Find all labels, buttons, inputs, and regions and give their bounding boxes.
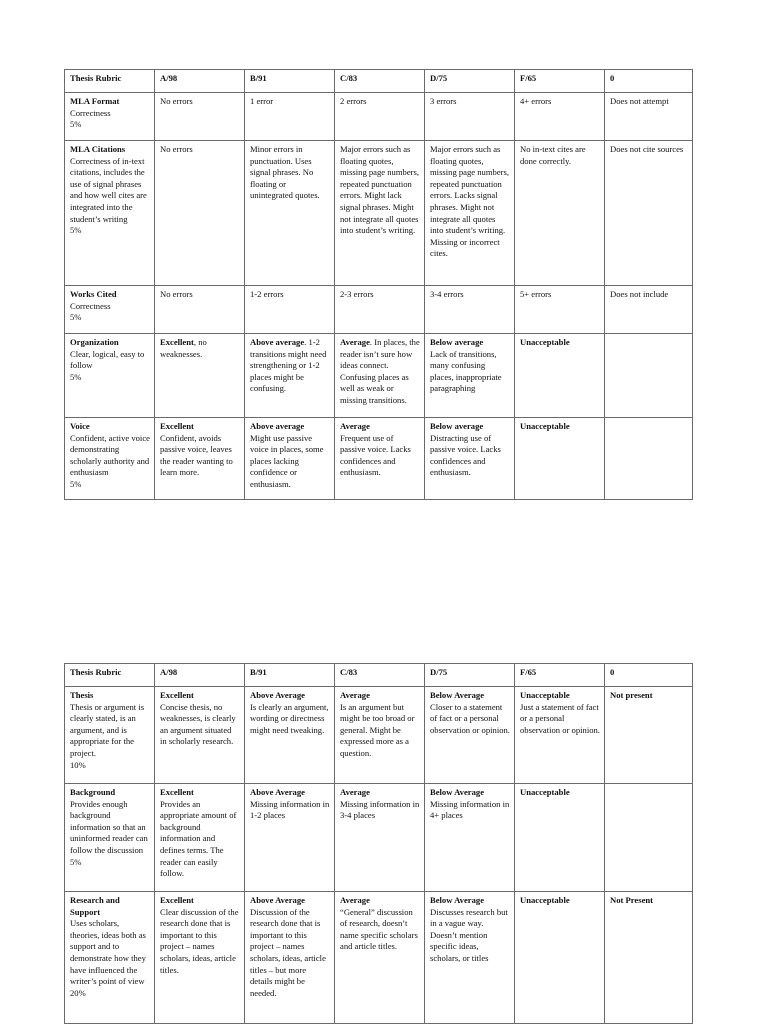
header-cell: Thesis Rubric: [65, 70, 155, 93]
grade-cell: 1 error: [245, 93, 335, 141]
table-row: [65, 286, 693, 334]
grade-cell: [515, 892, 605, 1024]
criterion-cell: [65, 892, 155, 1024]
criterion-weight: 5%: [70, 119, 82, 130]
grade-cell: Does not attempt: [605, 93, 693, 141]
grade-cell: [335, 687, 425, 784]
level-text: “General” discussion of research, doesn’t name specific scholars and article titles.: [340, 906, 418, 952]
criterion-weight: 5%: [70, 225, 82, 236]
header-cell: C/83: [335, 664, 425, 687]
criterion-title: Research and Support: [70, 895, 120, 917]
criterion-cell: [65, 687, 155, 784]
grade-cell: [515, 784, 605, 892]
criterion-title: MLA Format: [70, 96, 120, 106]
criterion-title: Voice: [70, 421, 90, 431]
criterion-desc: Correctness of in-text citations, includes the use of signal phrases and how well cites are integrated into the student’s writing: [70, 155, 147, 224]
grade-cell: [335, 892, 425, 1024]
grade-cell: [335, 334, 425, 418]
table-row: [65, 892, 693, 1024]
grade-cell: Major errors such as floating quotes, missing page numbers, repeated punctuation errors. Lacks signal phrases. Might not integrate all quotes into student’s writing. Missing or incorrect cites.: [425, 141, 515, 286]
grade-cell: [425, 892, 515, 1024]
level-label: Excellent: [160, 421, 194, 431]
level-text: Lack of transitions, many confusing places, inappropriate paragraphing: [430, 348, 502, 394]
criterion-cell: [65, 286, 155, 334]
criterion-cell: [65, 334, 155, 418]
header-cell: D/75: [425, 664, 515, 687]
level-label: Not Present: [610, 895, 654, 905]
criterion-title: Works Cited: [70, 289, 117, 299]
grade-cell: [335, 784, 425, 892]
level-label: Above Average: [250, 690, 305, 700]
level-text: Closer to a statement of fact or a personal observation or opinion.: [430, 701, 510, 735]
level-text: Is an argument but might be too broad or general. Might be expressed more as a question.: [340, 701, 415, 758]
criterion-title: Organization: [70, 337, 119, 347]
criterion-weight: 5%: [70, 371, 82, 382]
level-label: Excellent: [160, 895, 194, 905]
criterion-title: MLA Citations: [70, 144, 126, 154]
criterion-cell: [65, 418, 155, 500]
header-cell: A/98: [155, 70, 245, 93]
level-label: Excellent: [160, 337, 194, 347]
criterion-desc: Confident, active voice demonstrating scholarly authority and enthusiasm: [70, 432, 150, 478]
level-text: Clear discussion of the research done that is important to this project – names scholars, ideas, article titles.: [160, 906, 239, 975]
level-label: Below Average: [430, 690, 485, 700]
level-label: Below average: [430, 421, 484, 431]
criterion-desc: Thesis or argument is clearly stated, is an argument, and is appropriate for the project.: [70, 701, 145, 758]
grade-cell: No errors: [155, 93, 245, 141]
grade-cell: [425, 334, 515, 418]
grade-cell: No errors: [155, 141, 245, 286]
criterion-cell: [65, 93, 155, 141]
grade-cell: [155, 334, 245, 418]
criterion-weight: 10%: [70, 759, 86, 770]
grade-cell: [605, 418, 693, 500]
level-text: Distracting use of passive voice. Lacks confidences and enthusiasm.: [430, 432, 501, 478]
level-label: Average: [340, 421, 370, 431]
grade-cell: [425, 418, 515, 500]
level-label: Unacceptable: [520, 787, 570, 797]
grade-cell: [245, 784, 335, 892]
header-cell: B/91: [245, 70, 335, 93]
grade-cell: 5+ errors: [515, 286, 605, 334]
level-text: Discussion of the research done that is important to this project – names scholars, ideas, article titles – but more details might be needed.: [250, 906, 326, 998]
rubric-table-2: [64, 663, 693, 1024]
grade-cell: [155, 418, 245, 500]
level-label: Below Average: [430, 895, 485, 905]
grade-cell: No errors: [155, 286, 245, 334]
header-cell: D/75: [425, 70, 515, 93]
grade-cell: 2 errors: [335, 93, 425, 141]
header-cell: F/65: [515, 70, 605, 93]
header-cell: Thesis Rubric: [65, 664, 155, 687]
criterion-desc: Clear, logical, easy to follow: [70, 348, 145, 371]
level-label: Excellent: [160, 787, 194, 797]
level-text: Just a statement of fact or a personal observation or opinion.: [520, 701, 600, 735]
level-text: , no weaknesses.: [160, 337, 207, 359]
criterion-desc: Provides enough background information so that an uninformed reader can follow the discussion: [70, 798, 148, 855]
criterion-weight: 5%: [70, 856, 82, 867]
header-cell: C/83: [335, 70, 425, 93]
header-cell: 0: [605, 70, 693, 93]
level-text: Concise thesis, no weaknesses, is clearly an argument situated in scholarly research.: [160, 701, 236, 747]
level-label: Unacceptable: [520, 690, 570, 700]
grade-cell: [515, 334, 605, 418]
grade-cell: [605, 334, 693, 418]
grade-cell: Major errors such as floating quotes, missing page numbers, repeated punctuation errors. Might lack signal phrases. Might not integrate all quotes into student’s writing.: [335, 141, 425, 286]
table-header-row: [65, 664, 693, 687]
level-label: Above average: [250, 337, 305, 347]
table-row: [65, 418, 693, 500]
level-label: Unacceptable: [520, 895, 570, 905]
grade-cell: 1-2 errors: [245, 286, 335, 334]
grade-cell: [155, 687, 245, 784]
level-label: Average: [340, 895, 370, 905]
level-text: Missing information in 4+ places: [430, 798, 510, 821]
level-text: . In places, the reader isn’t sure how ideas connect. Confusing places as well as weak or missing transitions.: [340, 337, 420, 405]
level-label: Not present: [610, 690, 653, 700]
criterion-weight: 20%: [70, 987, 86, 998]
level-text: Missing information in 1-2 places: [250, 798, 330, 821]
grade-cell: [155, 892, 245, 1024]
level-label: Above Average: [250, 895, 305, 905]
grade-cell: [605, 784, 693, 892]
table-row: [65, 687, 693, 784]
criterion-title: Background: [70, 787, 116, 797]
grade-cell: [425, 784, 515, 892]
grade-cell: [245, 334, 335, 418]
grade-cell: [515, 687, 605, 784]
grade-cell: [605, 687, 693, 784]
level-text: Discusses research but in a vague way. Doesn’t mention specific ideas, scholars, or titles: [430, 906, 508, 963]
level-label: Excellent: [160, 690, 194, 700]
criterion-desc: Uses scholars, theories, ideas both as support and to demonstrate how they have influenced the writer’s point of view: [70, 918, 146, 987]
grade-cell: [425, 687, 515, 784]
criterion-cell: [65, 784, 155, 892]
grade-cell: 4+ errors: [515, 93, 605, 141]
grade-cell: [335, 418, 425, 500]
grade-cell: [245, 418, 335, 500]
level-label: Above average: [250, 421, 305, 431]
grade-cell: [515, 418, 605, 500]
grade-cell: [245, 687, 335, 784]
table-row: [65, 141, 693, 286]
level-label: Average: [340, 337, 370, 347]
criterion-weight: 5%: [70, 478, 82, 489]
grade-cell: 3 errors: [425, 93, 515, 141]
table-row: [65, 93, 693, 141]
level-text: Frequent use of passive voice. Lacks confidences and enthusiasm.: [340, 432, 411, 478]
table-row: [65, 334, 693, 418]
grade-cell: Does not include: [605, 286, 693, 334]
level-text: Missing information in 3-4 places: [340, 798, 420, 821]
header-cell: A/98: [155, 664, 245, 687]
level-label: Below Average: [430, 787, 485, 797]
level-text: Is clearly an argument, wording or directness might need tweaking.: [250, 701, 329, 735]
level-text: Might use passive voice in places, some places lacking confidence or enthusiasm.: [250, 432, 324, 489]
header-cell: B/91: [245, 664, 335, 687]
grade-cell: [245, 892, 335, 1024]
level-text: Provides an appropriate amount of background information and defines terms. The reader can easily follow.: [160, 798, 237, 879]
grade-cell: No in-text cites are done correctly.: [515, 141, 605, 286]
level-label: Average: [340, 787, 370, 797]
header-cell: 0: [605, 664, 693, 687]
level-label: Average: [340, 690, 370, 700]
level-text: Confident, avoids passive voice, leaves the reader wanting to learn more.: [160, 432, 233, 478]
grade-cell: 2-3 errors: [335, 286, 425, 334]
header-cell: F/65: [515, 664, 605, 687]
criterion-desc: Correctness: [70, 300, 111, 311]
grade-cell: Minor errors in punctuation. Uses signal phrases. No floating or unintegrated quotes.: [245, 141, 335, 286]
criterion-desc: Correctness: [70, 107, 111, 118]
level-label: Below average: [430, 337, 484, 347]
level-label: Unacceptable: [520, 337, 570, 347]
grade-cell: [605, 892, 693, 1024]
level-label: Above Average: [250, 787, 305, 797]
grade-cell: 3-4 errors: [425, 286, 515, 334]
criterion-title: Thesis: [70, 690, 94, 700]
table-header-row: [65, 70, 693, 93]
level-text: . 1-2 transitions might need strengthening or 1-2 places might be confusing.: [250, 337, 327, 394]
criterion-cell: [65, 141, 155, 286]
criterion-weight: 5%: [70, 312, 82, 323]
rubric-table-1: [64, 69, 693, 500]
table-row: [65, 784, 693, 892]
level-label: Unacceptable: [520, 421, 570, 431]
grade-cell: Does not cite sources: [605, 141, 693, 286]
grade-cell: [155, 784, 245, 892]
